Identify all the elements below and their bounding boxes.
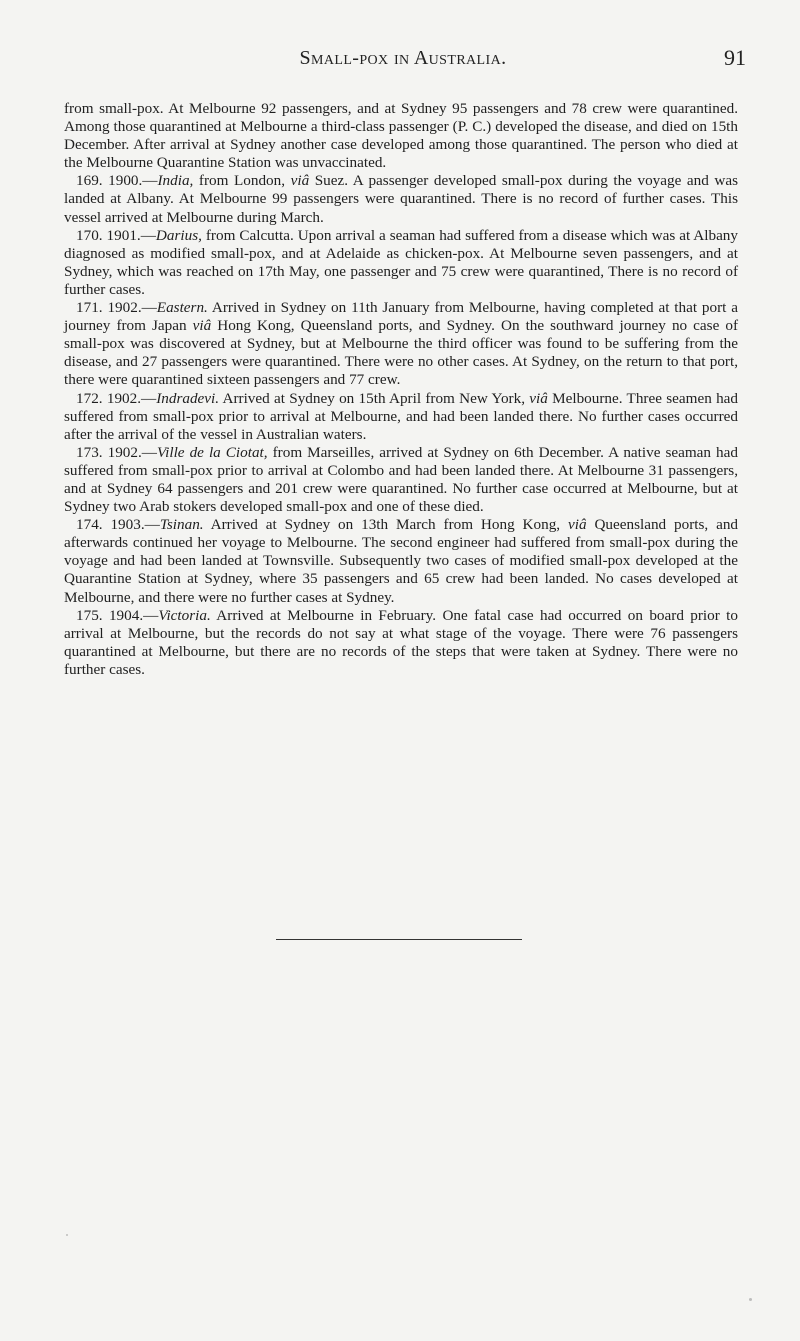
entry-172 <box>64 390 738 444</box>
text-run: 169. 1900.— <box>76 172 158 190</box>
entry-169 <box>64 172 738 226</box>
scan-speck <box>749 1298 752 1301</box>
text-run: 170. 1901.— <box>76 226 156 244</box>
ship-name-italic: Indradevi. <box>156 389 220 407</box>
text-run: Hong Kong, Queensland ports, and Sydney. On the southward journey no case of small-pox was discovered at Sydney, but at Melbourne the third officer was found to be suffering from the disease, and 27 passengers were quarantined. There were no other cases. At Sydney, on the return to that port, there were quarantined sixteen passengers and 77 crew. <box>64 317 739 389</box>
text-run: Arrived in Sydney on 11th January from Melbourne, having completed at that port a journey from Japan <box>64 299 738 335</box>
ship-name-italic: Tsinan. <box>159 516 204 534</box>
ship-name-italic: viâ <box>568 516 587 534</box>
ship-name-italic: Ville de la Ciotat, <box>156 443 268 461</box>
ship-name-italic: Victoria. <box>158 606 211 624</box>
text-run: Arrived at Sydney on 13th March from Hong Kong, <box>203 516 568 534</box>
ship-name-italic: viâ <box>529 389 548 407</box>
text-run: Arrived at Sydney on 15th April from New York, <box>219 389 530 407</box>
entry-170 <box>64 227 738 299</box>
text-run: from Marseilles, arrived at Sydney on 6th December. A native seaman had suffered from small-pox prior to arrival at Colombo and had been landed there. At Melbourne 31 passengers, and at Sydney 64 passengers and 201 crew were quarantined. No further case occurred at Melbourne, but at Sydney two Arab stokers developed small-pox and one of these died. <box>64 443 738 516</box>
scan-speck <box>66 1234 68 1236</box>
ship-name-italic: Eastern. <box>156 299 208 317</box>
text-run: 175. 1904.— <box>76 606 159 624</box>
ship-name-italic: India, <box>157 172 194 190</box>
text-run: 172. 1902.— <box>76 389 157 407</box>
entry-171 <box>64 299 738 389</box>
text-run: 174. 1903.— <box>76 516 160 534</box>
text-run: from London, <box>193 172 291 190</box>
text-run: 171. 1902.— <box>76 299 157 317</box>
continuation-paragraph <box>64 100 738 172</box>
text-run: Queensland ports, and afterwards continued her voyage to Melbourne. The second engineer had suffered from small-pox during the voyage and had been landed at Townsville. Subsequently two cases of modified small-pox developed at the Quarantine Station at Sydney, where 35 passengers and 65 crew had been landed. No cases developed at Melbourne, and there were no further cases at Sydney. <box>64 516 739 606</box>
text-run: from Calcutta. Upon arrival a seaman had suffered from a disease which was at Albany diagnosed as modified small-pox, and at Adelaide as chicken-pox. At Melbourne seven passengers, and at Sydney, which was reached on 17th May, one passenger and 75 crew were quarantined, There is no record of further cases. <box>64 226 738 298</box>
ship-name-italic: viâ <box>192 317 212 335</box>
section-end-rule <box>276 939 522 940</box>
page-number: 91 <box>724 45 746 70</box>
text-run: Suez. A passenger developed small-pox during the voyage and was landed at Albany. At Melbourne 99 passengers were quarantined. There is no record of further cases. This vessel arrived at Melbourne during March. <box>64 172 738 226</box>
text-run: from small-pox. At Melbourne 92 passengers, and at Sydney 95 passengers and 78 crew were quarantined. Among those quarantined at Melbourne a third-class passenger (P. C.) developed the disease, and died on 15th December. After arrival at Sydney another case developed among those quarantined. The person who died at the Melbourne Quarantine Station was unvaccinated. <box>64 100 738 172</box>
text-run: 173. 1902.— <box>76 443 157 461</box>
running-title: Small-pox in Australia. <box>299 47 507 69</box>
ship-name-italic: viâ <box>290 172 310 190</box>
text-run: Melbourne. Three seamen had suffered from small-pox prior to arrival at Melbourne, and had been landed there. No further cases occurred after the arrival of the vessel in Australian waters. <box>64 389 738 443</box>
running-header <box>60 47 746 73</box>
entry-175 <box>64 607 738 679</box>
text-run: Arrived at Melbourne in February. One fatal case had occurred on board prior to arrival at Melbourne, but the records do not say at what stage of the voyage. There were 76 passengers quarantined at Melbourne, but there are no records of the steps that were taken at Sydney. There were no further cases. <box>64 606 738 678</box>
entry-174 <box>64 516 738 606</box>
ship-name-italic: Darius, <box>155 226 202 244</box>
body-text <box>64 100 738 679</box>
entry-173 <box>64 444 738 516</box>
